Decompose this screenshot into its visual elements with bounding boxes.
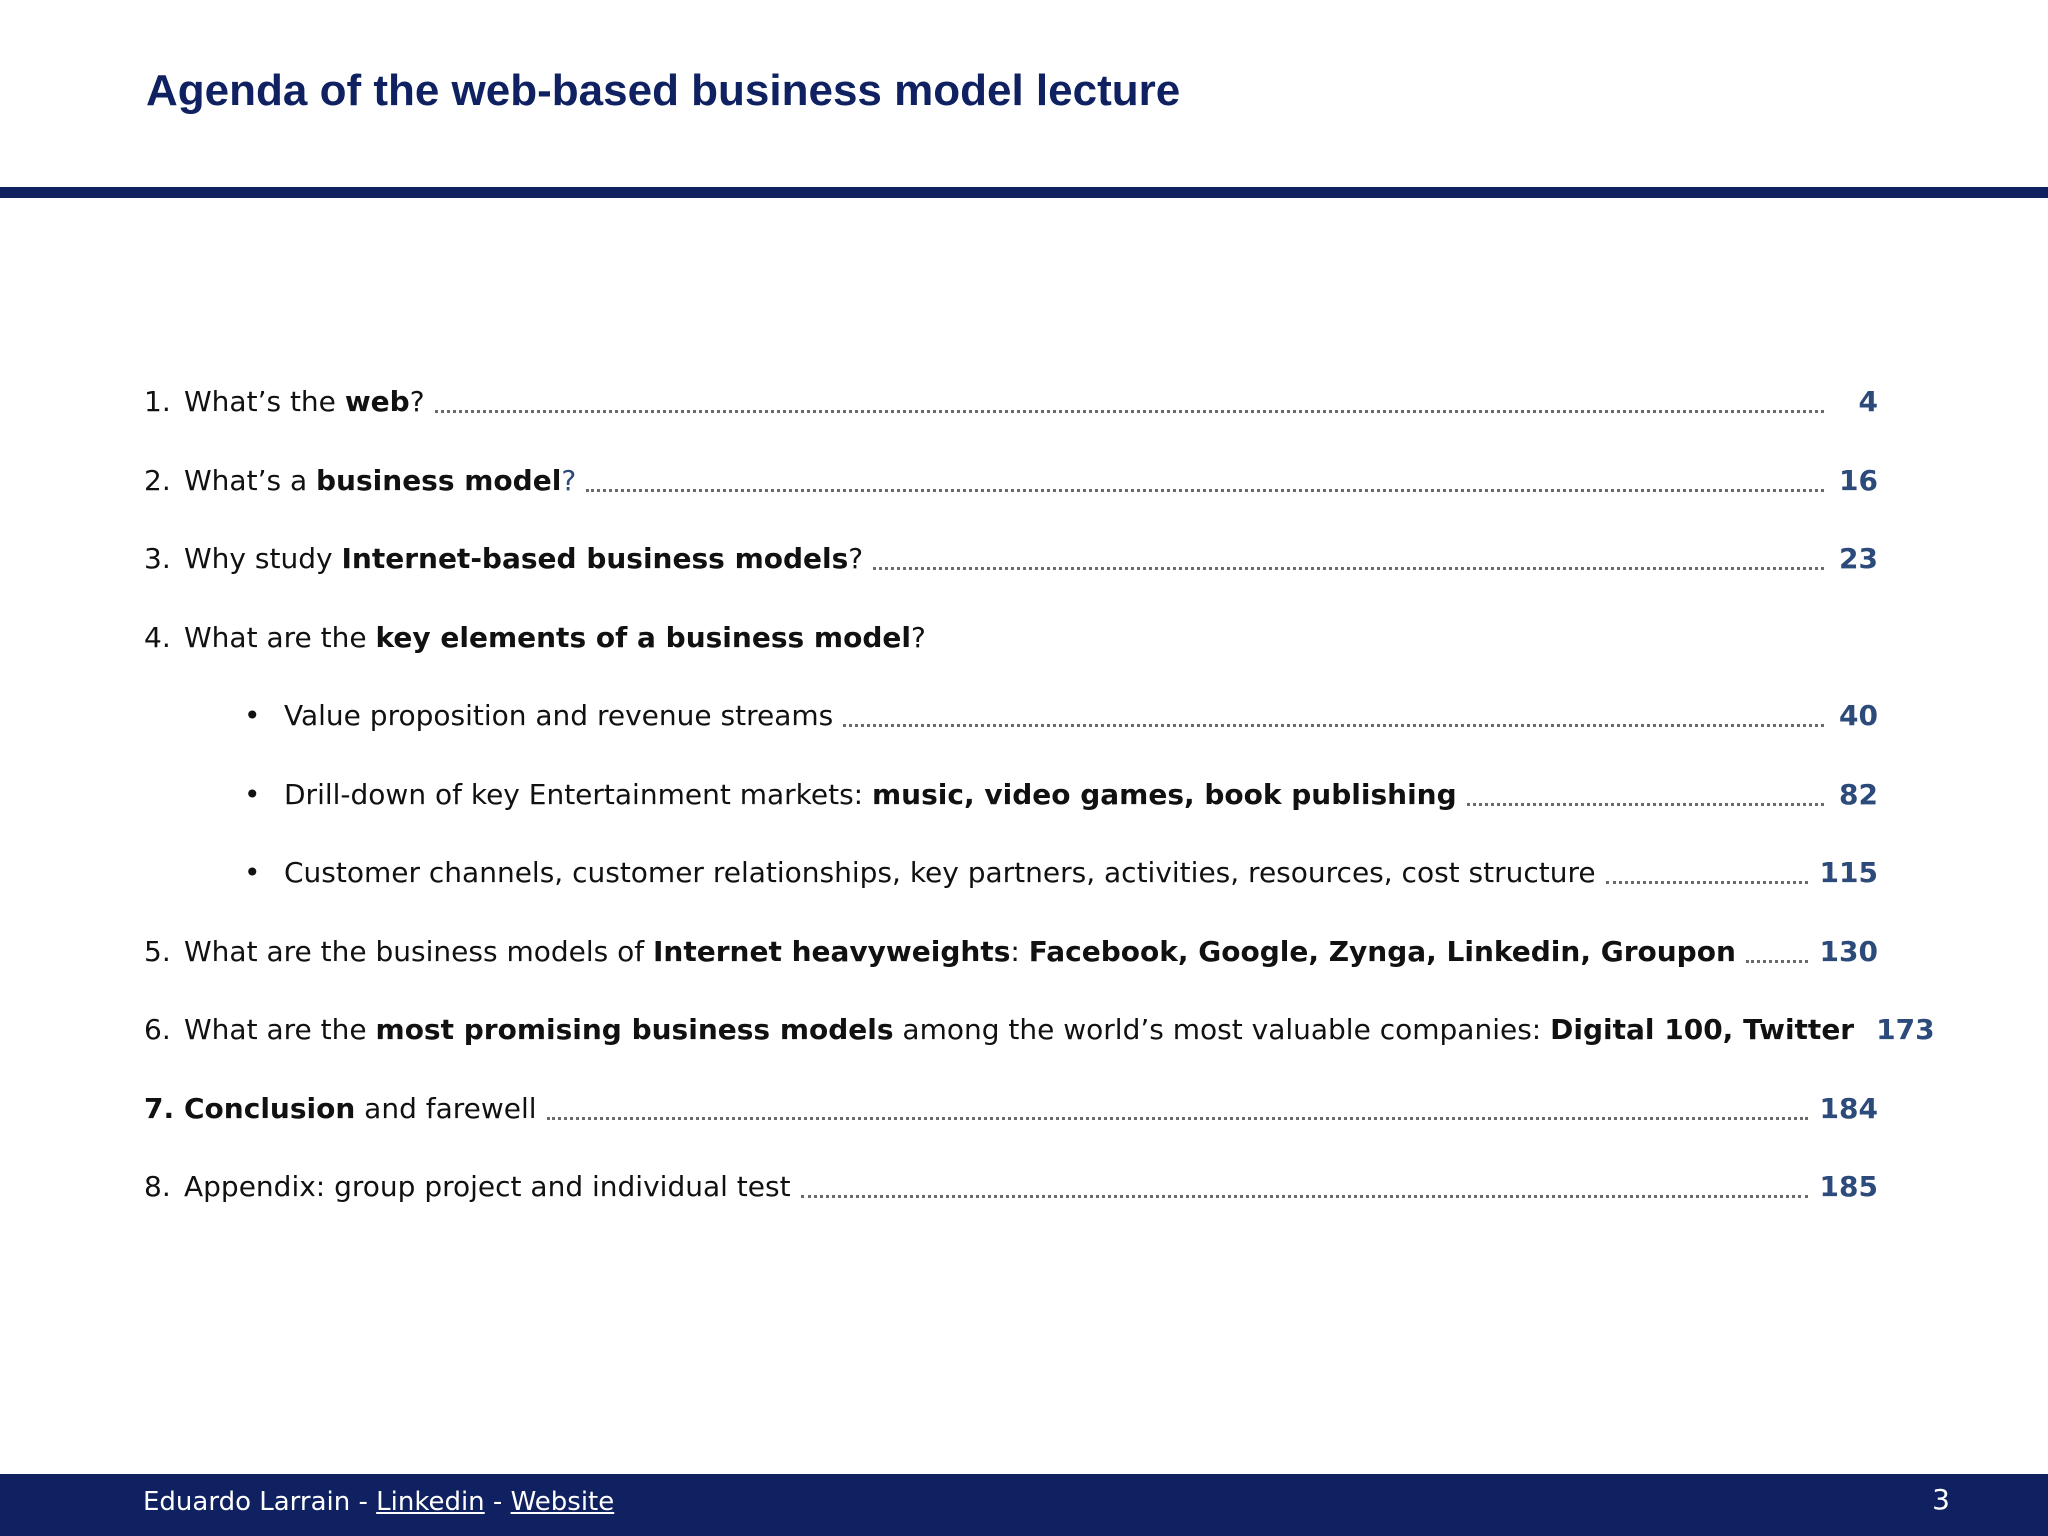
- agenda-item-text: Appendix: group project and individual test: [184, 1169, 791, 1203]
- author-name: Eduardo Larrain -: [143, 1487, 377, 1517]
- dotted-leader: [873, 567, 1824, 570]
- agenda-item-text: What’s the web?: [184, 384, 425, 418]
- agenda-item-page: 185: [1819, 1169, 1878, 1203]
- agenda-subitem-customer-channels: [244, 847, 1878, 897]
- agenda-subitem-value-proposition: [244, 690, 1878, 740]
- agenda-item-number: 1.: [144, 384, 171, 418]
- bullet-icon: •: [244, 698, 261, 732]
- agenda-item-page: 4: [1858, 384, 1878, 418]
- agenda-item-2: [144, 455, 1878, 505]
- linkedin-link[interactable]: Linkedin: [376, 1487, 485, 1517]
- dotted-leader: [801, 1195, 1808, 1198]
- dotted-leader: [1746, 960, 1808, 963]
- agenda-item-page: 115: [1819, 855, 1878, 889]
- page-title: Agenda of the web-based business model lecture: [146, 66, 1181, 115]
- agenda-item-page: 130: [1819, 934, 1878, 968]
- bullet-icon: •: [244, 855, 261, 889]
- agenda-item-6: [144, 1004, 1935, 1054]
- dotted-leader: [843, 724, 1824, 727]
- agenda-item-text: Value proposition and revenue streams: [284, 698, 834, 732]
- agenda-item-page: 16: [1839, 463, 1878, 497]
- agenda-item-text: Customer channels, customer relationships, key partners, activities, resources, cost structure: [284, 855, 1596, 889]
- slide-number: 3: [1932, 1483, 1950, 1516]
- footer-separator: -: [484, 1487, 511, 1517]
- agenda-item-number: 8.: [144, 1169, 171, 1203]
- agenda-item-text: Conclusion and farewell: [184, 1091, 537, 1125]
- agenda-item-number: 3.: [144, 541, 171, 575]
- agenda-item-page: 173: [1876, 1012, 1935, 1046]
- agenda-item-text: What are the business models of Internet heavyweights: Facebook, Google, Zynga, Linkedin, Groupon: [184, 934, 1736, 968]
- website-link[interactable]: Website: [510, 1487, 615, 1517]
- agenda-item-text: Why study Internet-based business models?: [184, 541, 864, 575]
- agenda-item-number: 2.: [144, 463, 171, 497]
- bullet-icon: •: [244, 777, 261, 811]
- agenda-item-1: [144, 376, 1878, 426]
- agenda-item-7: [144, 1083, 1878, 1133]
- dotted-leader: [1606, 881, 1808, 884]
- dotted-leader: [586, 489, 1824, 492]
- agenda-item-page: 82: [1839, 777, 1878, 811]
- footer-credit: [143, 1487, 614, 1517]
- agenda-item-5: [144, 926, 1878, 976]
- agenda-item-text: What’s a business model?: [184, 463, 577, 497]
- agenda-item-page: 184: [1819, 1091, 1878, 1125]
- agenda-item-number: 7.: [144, 1091, 175, 1125]
- agenda-item-4: [144, 612, 1878, 662]
- agenda-item-page: 23: [1839, 541, 1878, 575]
- dotted-leader: [435, 410, 1824, 413]
- agenda-item-number: 6.: [144, 1012, 171, 1046]
- agenda-item-number: 4.: [144, 620, 171, 654]
- dotted-leader: [1467, 803, 1824, 806]
- dotted-leader: [547, 1117, 1808, 1120]
- agenda-item-text: Drill-down of key Entertainment markets: music, video games, book publishing: [284, 777, 1457, 811]
- agenda-item-3: [144, 533, 1878, 583]
- agenda-subitem-entertainment: [244, 769, 1878, 819]
- agenda-item-number: 5.: [144, 934, 171, 968]
- agenda-item-8: [144, 1161, 1878, 1211]
- agenda-item-text: What are the key elements of a business model?: [184, 620, 926, 654]
- agenda-item-page: 40: [1839, 698, 1878, 732]
- agenda-item-text: What are the most promising business models among the world’s most valuable companies: Digital 100, Twitter: [184, 1012, 1855, 1046]
